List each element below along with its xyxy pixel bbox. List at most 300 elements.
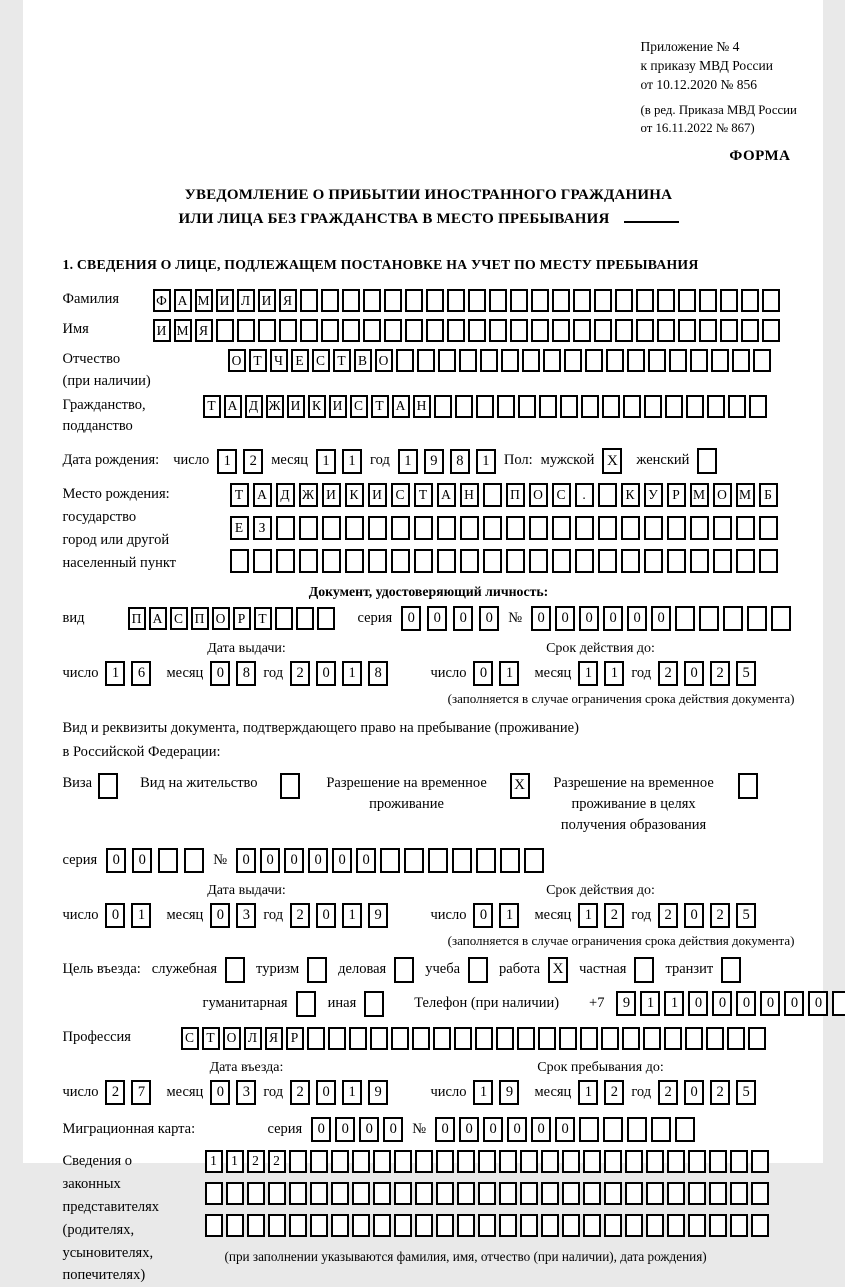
char-box[interactable]: 2	[710, 661, 730, 686]
char-box[interactable]	[520, 1150, 538, 1173]
identity-valid-day[interactable]	[473, 661, 519, 686]
char-box[interactable]: 0	[627, 606, 647, 631]
residence-permit-checkbox[interactable]	[280, 773, 300, 799]
char-box[interactable]	[500, 848, 520, 873]
char-box[interactable]: А	[437, 483, 456, 507]
char-box[interactable]	[380, 848, 400, 873]
char-box[interactable]	[322, 516, 341, 540]
char-box[interactable]	[415, 1214, 433, 1237]
char-box[interactable]	[602, 395, 620, 418]
identity-kind-boxes[interactable]	[128, 607, 335, 630]
char-box[interactable]	[598, 549, 617, 573]
char-box[interactable]	[468, 319, 486, 342]
char-box[interactable]: О	[212, 607, 230, 630]
purpose-tourism-checkbox[interactable]	[307, 957, 327, 983]
char-box[interactable]: И	[153, 319, 171, 342]
char-box[interactable]	[552, 516, 571, 540]
char-box[interactable]: 1	[664, 991, 684, 1016]
char-box[interactable]	[483, 549, 502, 573]
char-box[interactable]	[226, 1214, 244, 1237]
char-box[interactable]: 0	[736, 991, 756, 1016]
char-box[interactable]: Т	[254, 607, 272, 630]
char-box[interactable]: А	[392, 395, 410, 418]
char-box[interactable]	[455, 395, 473, 418]
char-box[interactable]: 1	[131, 903, 151, 928]
char-box[interactable]	[497, 395, 515, 418]
char-box[interactable]	[276, 549, 295, 573]
char-box[interactable]	[759, 516, 778, 540]
char-box[interactable]: .	[575, 483, 594, 507]
char-box[interactable]	[310, 1150, 328, 1173]
visa-checkbox[interactable]	[98, 773, 118, 799]
char-box[interactable]	[573, 319, 591, 342]
char-box[interactable]: Т	[249, 349, 267, 372]
char-box[interactable]	[468, 289, 486, 312]
char-box[interactable]	[667, 1150, 685, 1173]
char-box[interactable]: 1	[342, 449, 362, 474]
residence-issue-month[interactable]	[210, 903, 256, 928]
char-box[interactable]	[289, 1150, 307, 1173]
citizenship-boxes[interactable]	[203, 395, 767, 418]
char-box[interactable]: 0	[335, 1117, 355, 1142]
char-box[interactable]	[205, 1182, 223, 1205]
char-box[interactable]	[664, 1027, 682, 1050]
char-box[interactable]: 5	[736, 1080, 756, 1105]
identity-issue-day[interactable]	[105, 661, 151, 686]
char-box[interactable]: И	[368, 483, 387, 507]
char-box[interactable]: 0	[473, 661, 493, 686]
char-box[interactable]	[522, 349, 540, 372]
char-box[interactable]: 0	[453, 606, 473, 631]
char-box[interactable]	[426, 289, 444, 312]
surname-boxes[interactable]	[153, 289, 780, 312]
char-box[interactable]	[321, 319, 339, 342]
residence-issue-year[interactable]	[290, 903, 388, 928]
char-box[interactable]	[391, 549, 410, 573]
residence-number-boxes[interactable]	[236, 848, 544, 873]
entry-year-boxes[interactable]	[290, 1080, 388, 1105]
char-box[interactable]: 2	[105, 1080, 125, 1105]
migration-number-boxes[interactable]	[435, 1117, 695, 1142]
char-box[interactable]	[417, 349, 435, 372]
char-box[interactable]	[345, 549, 364, 573]
char-box[interactable]	[667, 516, 686, 540]
char-box[interactable]	[531, 319, 549, 342]
sex-female-checkbox[interactable]	[697, 448, 717, 474]
char-box[interactable]: 6	[131, 661, 151, 686]
char-box[interactable]: 1	[604, 661, 624, 686]
char-box[interactable]: 1	[578, 1080, 598, 1105]
char-box[interactable]	[606, 349, 624, 372]
char-box[interactable]	[665, 395, 683, 418]
char-box[interactable]: 0	[688, 991, 708, 1016]
char-box[interactable]	[621, 549, 640, 573]
char-box[interactable]: 1	[205, 1150, 223, 1173]
char-box[interactable]	[373, 1182, 391, 1205]
char-box[interactable]: 1	[640, 991, 660, 1016]
char-box[interactable]	[753, 349, 771, 372]
char-box[interactable]: 0	[427, 606, 447, 631]
char-box[interactable]: О	[223, 1027, 241, 1050]
char-box[interactable]	[736, 516, 755, 540]
char-box[interactable]: Ч	[270, 349, 288, 372]
char-box[interactable]: Ж	[299, 483, 318, 507]
char-box[interactable]	[373, 1214, 391, 1237]
char-box[interactable]: 1	[578, 661, 598, 686]
char-box[interactable]	[552, 549, 571, 573]
char-box[interactable]	[310, 1182, 328, 1205]
char-box[interactable]: 0	[651, 606, 671, 631]
char-box[interactable]	[436, 1182, 454, 1205]
char-box[interactable]	[667, 549, 686, 573]
char-box[interactable]: И	[322, 483, 341, 507]
char-box[interactable]	[489, 289, 507, 312]
char-box[interactable]: О	[529, 483, 548, 507]
char-box[interactable]: 1	[316, 449, 336, 474]
char-box[interactable]	[275, 607, 293, 630]
char-box[interactable]	[621, 516, 640, 540]
char-box[interactable]: 0	[260, 848, 280, 873]
char-box[interactable]	[436, 1214, 454, 1237]
char-box[interactable]: Д	[276, 483, 295, 507]
char-box[interactable]	[476, 848, 496, 873]
purpose-study-checkbox[interactable]	[468, 957, 488, 983]
temp-residence-checkbox[interactable]: X	[510, 773, 530, 799]
char-box[interactable]: Б	[759, 483, 778, 507]
char-box[interactable]	[713, 516, 732, 540]
char-box[interactable]: 2	[658, 903, 678, 928]
char-box[interactable]: 1	[217, 449, 237, 474]
char-box[interactable]: 0	[435, 1117, 455, 1142]
char-box[interactable]	[307, 1027, 325, 1050]
char-box[interactable]: А	[174, 289, 192, 312]
char-box[interactable]	[573, 289, 591, 312]
char-box[interactable]	[510, 319, 528, 342]
char-box[interactable]: Е	[230, 516, 249, 540]
char-box[interactable]	[247, 1182, 265, 1205]
birth-place-row3[interactable]	[230, 549, 778, 573]
char-box[interactable]: 2	[290, 661, 310, 686]
stay-year-boxes[interactable]	[658, 1080, 756, 1105]
char-box[interactable]	[552, 319, 570, 342]
char-box[interactable]	[434, 395, 452, 418]
char-box[interactable]	[405, 289, 423, 312]
char-box[interactable]	[636, 319, 654, 342]
char-box[interactable]: И	[216, 289, 234, 312]
char-box[interactable]	[771, 606, 791, 631]
identity-valid-year[interactable]	[658, 661, 756, 686]
char-box[interactable]: 3	[236, 903, 256, 928]
char-box[interactable]: 0	[507, 1117, 527, 1142]
char-box[interactable]	[478, 1150, 496, 1173]
char-box[interactable]: 2	[290, 903, 310, 928]
char-box[interactable]: Д	[245, 395, 263, 418]
char-box[interactable]	[706, 1027, 724, 1050]
char-box[interactable]: 1	[226, 1150, 244, 1173]
char-box[interactable]: 0	[579, 606, 599, 631]
char-box[interactable]	[562, 1182, 580, 1205]
char-box[interactable]	[499, 1182, 517, 1205]
purpose-private-checkbox[interactable]	[634, 957, 654, 983]
char-box[interactable]: О	[228, 349, 246, 372]
char-box[interactable]	[529, 549, 548, 573]
char-box[interactable]	[625, 1182, 643, 1205]
patronymic-boxes[interactable]	[228, 349, 771, 372]
representatives-row1[interactable]	[205, 1150, 769, 1173]
char-box[interactable]	[373, 1150, 391, 1173]
char-box[interactable]: 3	[236, 1080, 256, 1105]
char-box[interactable]	[460, 516, 479, 540]
char-box[interactable]	[552, 289, 570, 312]
char-box[interactable]	[541, 1214, 559, 1237]
stay-month-boxes[interactable]	[578, 1080, 624, 1105]
char-box[interactable]: 2	[658, 1080, 678, 1105]
char-box[interactable]: П	[506, 483, 525, 507]
char-box[interactable]	[688, 1182, 706, 1205]
char-box[interactable]	[405, 319, 423, 342]
char-box[interactable]: 0	[531, 1117, 551, 1142]
profession-boxes[interactable]	[181, 1027, 766, 1050]
char-box[interactable]: 0	[356, 848, 376, 873]
char-box[interactable]: 0	[555, 606, 575, 631]
char-box[interactable]	[524, 848, 544, 873]
char-box[interactable]	[370, 1027, 388, 1050]
char-box[interactable]	[646, 1182, 664, 1205]
char-box[interactable]	[452, 848, 472, 873]
char-box[interactable]: С	[552, 483, 571, 507]
char-box[interactable]: 8	[236, 661, 256, 686]
char-box[interactable]: 0	[311, 1117, 331, 1142]
char-box[interactable]	[583, 1182, 601, 1205]
migration-series-boxes[interactable]	[311, 1117, 403, 1142]
char-box[interactable]	[478, 1182, 496, 1205]
char-box[interactable]	[667, 1214, 685, 1237]
char-box[interactable]	[732, 349, 750, 372]
char-box[interactable]: Ф	[153, 289, 171, 312]
char-box[interactable]	[690, 549, 709, 573]
char-box[interactable]	[342, 319, 360, 342]
char-box[interactable]	[543, 349, 561, 372]
char-box[interactable]: 0	[684, 903, 704, 928]
char-box[interactable]	[496, 1027, 514, 1050]
char-box[interactable]: А	[224, 395, 242, 418]
char-box[interactable]	[447, 289, 465, 312]
char-box[interactable]: 2	[710, 1080, 730, 1105]
char-box[interactable]: К	[621, 483, 640, 507]
char-box[interactable]	[476, 395, 494, 418]
char-box[interactable]	[646, 1214, 664, 1237]
char-box[interactable]	[299, 549, 318, 573]
char-box[interactable]	[457, 1182, 475, 1205]
char-box[interactable]	[575, 516, 594, 540]
char-box[interactable]	[622, 1027, 640, 1050]
char-box[interactable]: 9	[424, 449, 444, 474]
char-box[interactable]	[657, 289, 675, 312]
char-box[interactable]	[575, 549, 594, 573]
char-box[interactable]: 0	[332, 848, 352, 873]
char-box[interactable]	[321, 289, 339, 312]
char-box[interactable]	[685, 1027, 703, 1050]
char-box[interactable]	[678, 289, 696, 312]
char-box[interactable]: Т	[414, 483, 433, 507]
char-box[interactable]	[216, 319, 234, 342]
char-box[interactable]: 0	[603, 606, 623, 631]
char-box[interactable]	[158, 848, 178, 873]
char-box[interactable]: С	[181, 1027, 199, 1050]
char-box[interactable]: 1	[342, 1080, 362, 1105]
sex-male-checkbox[interactable]: X	[602, 448, 622, 474]
char-box[interactable]	[604, 1214, 622, 1237]
char-box[interactable]	[437, 549, 456, 573]
char-box[interactable]	[667, 1182, 685, 1205]
char-box[interactable]: И	[258, 289, 276, 312]
char-box[interactable]	[322, 549, 341, 573]
char-box[interactable]	[749, 395, 767, 418]
char-box[interactable]: Т	[203, 395, 221, 418]
char-box[interactable]	[299, 516, 318, 540]
char-box[interactable]	[342, 289, 360, 312]
char-box[interactable]	[583, 1150, 601, 1173]
char-box[interactable]: 0	[132, 848, 152, 873]
char-box[interactable]	[237, 319, 255, 342]
char-box[interactable]: 0	[483, 1117, 503, 1142]
char-box[interactable]	[501, 349, 519, 372]
purpose-work-checkbox[interactable]: X	[548, 957, 568, 983]
char-box[interactable]	[520, 1214, 538, 1237]
char-box[interactable]	[648, 349, 666, 372]
char-box[interactable]: П	[191, 607, 209, 630]
char-box[interactable]	[394, 1150, 412, 1173]
char-box[interactable]	[538, 1027, 556, 1050]
char-box[interactable]: 5	[736, 903, 756, 928]
char-box[interactable]	[651, 1117, 671, 1142]
char-box[interactable]: 0	[684, 1080, 704, 1105]
char-box[interactable]: 2	[658, 661, 678, 686]
char-box[interactable]	[296, 607, 314, 630]
char-box[interactable]: К	[308, 395, 326, 418]
char-box[interactable]	[690, 349, 708, 372]
char-box[interactable]	[615, 289, 633, 312]
entry-month-boxes[interactable]	[210, 1080, 256, 1105]
char-box[interactable]	[253, 549, 272, 573]
char-box[interactable]: 1	[342, 903, 362, 928]
identity-valid-month[interactable]	[578, 661, 624, 686]
char-box[interactable]	[384, 289, 402, 312]
char-box[interactable]: 0	[760, 991, 780, 1016]
char-box[interactable]: 0	[105, 903, 125, 928]
char-box[interactable]	[437, 516, 456, 540]
char-box[interactable]	[751, 1150, 769, 1173]
char-box[interactable]: 0	[712, 991, 732, 1016]
char-box[interactable]	[328, 1027, 346, 1050]
char-box[interactable]: 2	[710, 903, 730, 928]
char-box[interactable]	[709, 1214, 727, 1237]
char-box[interactable]	[226, 1182, 244, 1205]
char-box[interactable]	[499, 1214, 517, 1237]
char-box[interactable]	[457, 1214, 475, 1237]
char-box[interactable]	[730, 1182, 748, 1205]
char-box[interactable]	[517, 1027, 535, 1050]
char-box[interactable]	[657, 319, 675, 342]
representatives-row3[interactable]	[205, 1214, 769, 1237]
char-box[interactable]: Т	[202, 1027, 220, 1050]
char-box[interactable]	[433, 1027, 451, 1050]
char-box[interactable]	[748, 1027, 766, 1050]
char-box[interactable]	[762, 319, 780, 342]
char-box[interactable]	[506, 516, 525, 540]
char-box[interactable]	[506, 549, 525, 573]
char-box[interactable]	[541, 1182, 559, 1205]
char-box[interactable]	[646, 1150, 664, 1173]
char-box[interactable]	[688, 1150, 706, 1173]
purpose-transit-checkbox[interactable]	[721, 957, 741, 983]
char-box[interactable]	[675, 606, 695, 631]
char-box[interactable]: 0	[210, 1080, 230, 1105]
char-box[interactable]: 8	[450, 449, 470, 474]
char-box[interactable]	[623, 395, 641, 418]
char-box[interactable]	[736, 549, 755, 573]
residence-valid-day[interactable]	[473, 903, 519, 928]
identity-number-boxes[interactable]	[531, 606, 791, 631]
char-box[interactable]	[669, 349, 687, 372]
char-box[interactable]: 0	[316, 661, 336, 686]
char-box[interactable]: Т	[371, 395, 389, 418]
char-box[interactable]: В	[354, 349, 372, 372]
char-box[interactable]	[644, 549, 663, 573]
char-box[interactable]	[598, 516, 617, 540]
char-box[interactable]	[699, 289, 717, 312]
char-box[interactable]	[414, 516, 433, 540]
residence-valid-year[interactable]	[658, 903, 756, 928]
char-box[interactable]: Р	[286, 1027, 304, 1050]
char-box[interactable]	[562, 1214, 580, 1237]
char-box[interactable]	[579, 1117, 599, 1142]
char-box[interactable]: С	[170, 607, 188, 630]
char-box[interactable]	[258, 319, 276, 342]
char-box[interactable]	[414, 549, 433, 573]
char-box[interactable]	[560, 395, 578, 418]
char-box[interactable]	[562, 1150, 580, 1173]
char-box[interactable]: 0	[684, 661, 704, 686]
char-box[interactable]	[247, 1214, 265, 1237]
char-box[interactable]: Ж	[266, 395, 284, 418]
char-box[interactable]: М	[174, 319, 192, 342]
char-box[interactable]	[583, 1214, 601, 1237]
char-box[interactable]	[475, 1027, 493, 1050]
char-box[interactable]: З	[253, 516, 272, 540]
birth-place-row1[interactable]	[230, 483, 778, 507]
char-box[interactable]	[331, 1214, 349, 1237]
char-box[interactable]: 2	[604, 903, 624, 928]
char-box[interactable]	[741, 319, 759, 342]
birth-month-boxes[interactable]	[316, 449, 362, 474]
char-box[interactable]	[730, 1150, 748, 1173]
char-box[interactable]	[289, 1214, 307, 1237]
char-box[interactable]	[310, 1214, 328, 1237]
char-box[interactable]	[415, 1182, 433, 1205]
char-box[interactable]: 0	[459, 1117, 479, 1142]
char-box[interactable]	[751, 1182, 769, 1205]
char-box[interactable]: Н	[413, 395, 431, 418]
char-box[interactable]	[415, 1150, 433, 1173]
birth-year-boxes[interactable]	[398, 449, 496, 474]
char-box[interactable]: 0	[383, 1117, 403, 1142]
char-box[interactable]: А	[253, 483, 272, 507]
char-box[interactable]: 1	[105, 661, 125, 686]
char-box[interactable]	[391, 1027, 409, 1050]
char-box[interactable]	[279, 319, 297, 342]
char-box[interactable]	[688, 1214, 706, 1237]
